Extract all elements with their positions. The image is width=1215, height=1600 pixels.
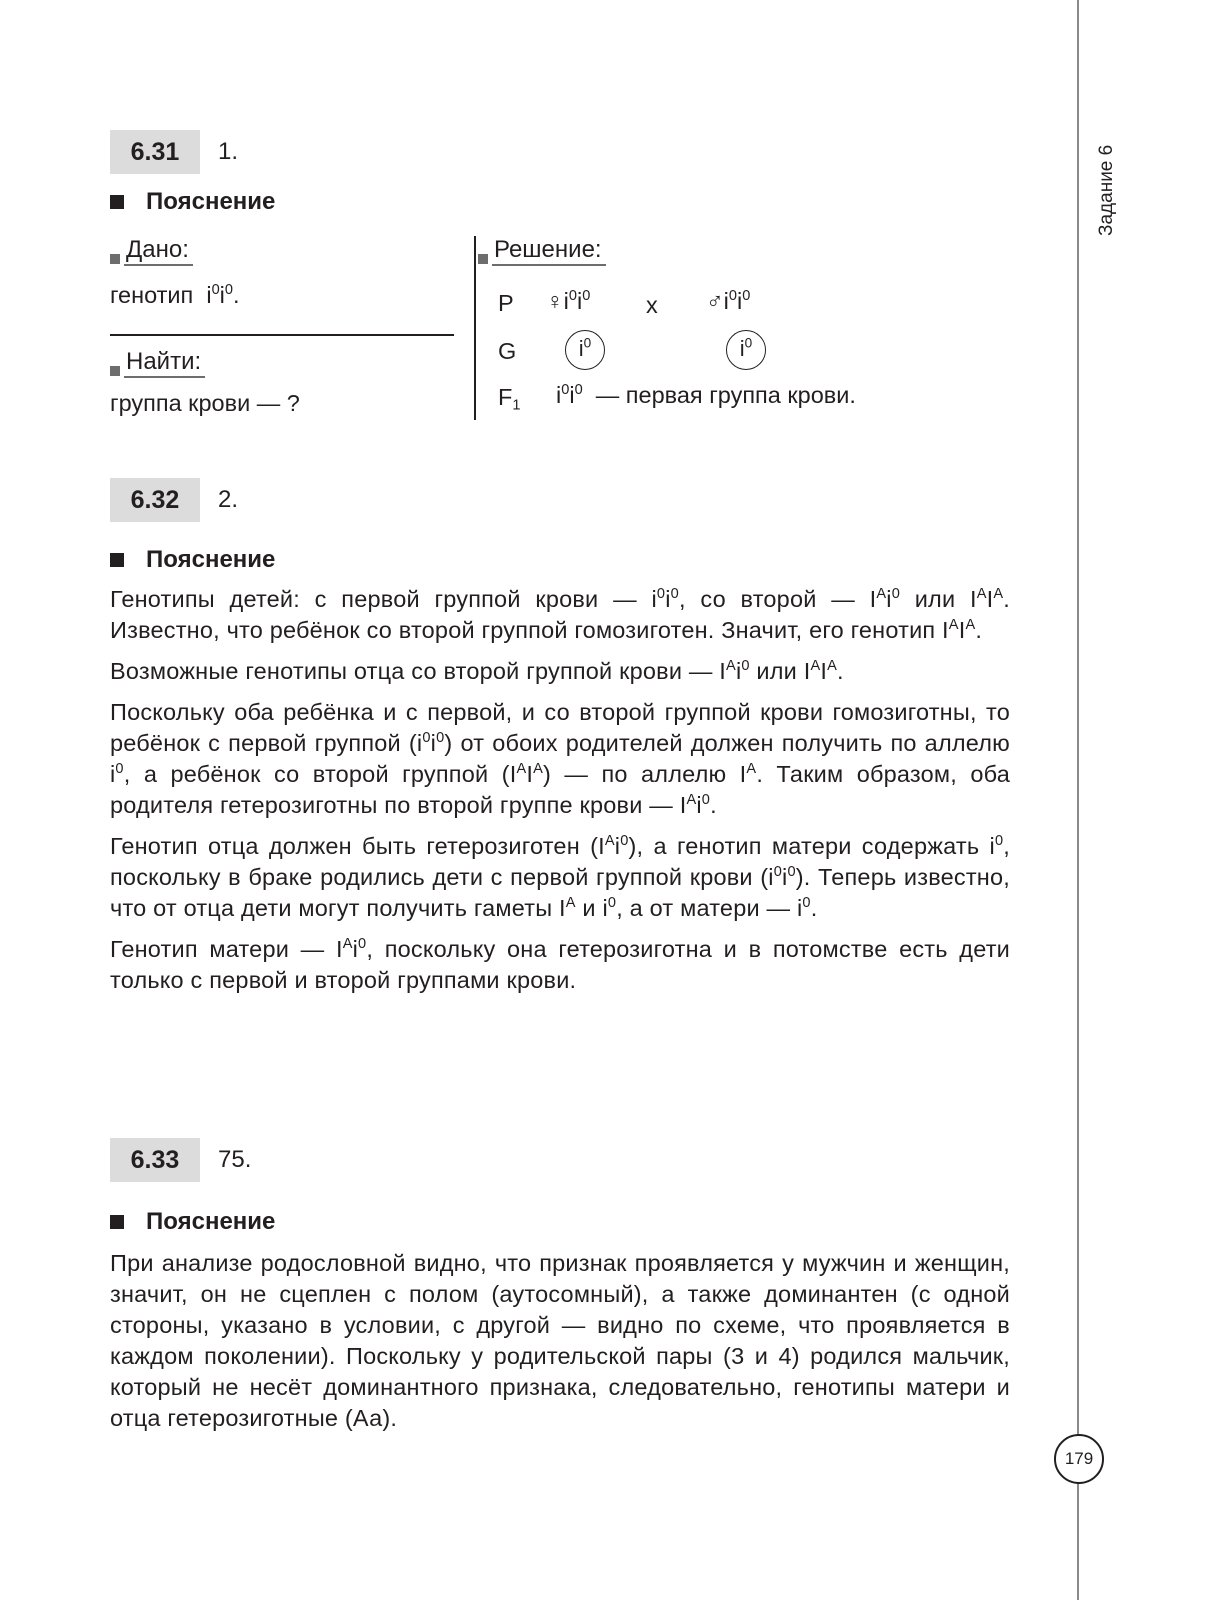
explanation-paragraph: Генотип отца должен быть гетерозиготен $(I^Ai^0)$, а генотип матери содержать $i^0$, поскольку в браке родились дети с первой группой крови $(i^0i^0)$. Теперь известно, что от отца дети могут получить гаметы $I^A$ и $i^0$, а от матери — $i^0$. — [110, 832, 1010, 921]
female-symbol-icon: ♀ — [546, 288, 564, 314]
task-number: 6.33 — [110, 1138, 200, 1182]
female-genotype: $♀i^0i^0$ — [546, 287, 591, 314]
task-number: 6.32 — [110, 478, 200, 522]
explanation-paragraph: При анализе родословной видно, что признак проявляется у мужчин и женщин, значит, он не сцеплен с полом (аутосомный), а также доминантен (с одной стороны, указано в условии, с другой — видно по схеме, что проявляется в каждом поколении). Поскольку у родительской пары (3 и 4) родился мальчик, который не несёт доминантного признака, следовательно, генотипы матери и отца гетерозиготные (Аа). — [110, 1250, 1010, 1431]
bullet-square-icon — [110, 553, 124, 567]
explanation-paragraph: Поскольку оба ребёнка и с первой, и со второй группой крови гомозиготны, то ребёнок с первой группой $(i^0i^0)$ от обоих родителей должен получить по аллелю $i^0$, а ребёнок со второй группой $(I^AI^A)$ — по аллелю $I^A$. Таким образом, оба родителя гетерозиготны по второй группе крови — $I^Ai^0$. — [110, 699, 1011, 818]
explanation-paragraph: Возможные генотипы отца со второй группой крови — $I^Ai^0$ или $I^AI^A$. — [110, 657, 844, 684]
task-header-6-32 — [110, 478, 238, 522]
solution-divider — [474, 236, 476, 420]
bullet-square-icon — [110, 195, 124, 209]
explanation-heading: Пояснение — [110, 188, 275, 216]
label-marker-icon — [110, 366, 120, 376]
explanation-paragraph: Генотипы детей: с первой группой крови — $i^0i^0$, со второй — $I^Ai^0$ или $I^AI^A$. Известно, что ребёнок со второй группой гомозиготен. Значит, его генотип $I^AI^A$. — [110, 585, 1011, 643]
label-marker-icon — [478, 254, 488, 264]
explanation-heading: Пояснение — [110, 546, 275, 574]
bullet-square-icon — [110, 1215, 124, 1229]
row-g-label: G — [498, 338, 517, 364]
male-symbol-icon: ♂ — [706, 288, 724, 314]
task-header-6-31 — [110, 130, 238, 174]
row-p-label: P — [498, 290, 514, 316]
section-label: Задание 6 — [1096, 144, 1117, 236]
given-text: генотип $i^0i^0$. — [110, 281, 240, 308]
explanation-heading: Пояснение — [110, 1208, 275, 1236]
label-marker-icon — [110, 254, 120, 264]
find-label: Найти: — [110, 348, 205, 378]
given-divider — [110, 334, 454, 336]
explanation-paragraph: Генотип матери — $I^Ai^0$, поскольку она гетерозиготна и в потомстве есть дети только с первой и второй группами крови. — [110, 935, 1010, 993]
task-answer: 2. — [218, 486, 239, 513]
solution-label: Решение: — [478, 236, 606, 266]
task-number: 6.31 — [110, 130, 200, 174]
male-genotype: $♂i^0i^0$ — [706, 287, 751, 314]
f1-result: $i^0i^0$ — первая группа крови. — [556, 381, 856, 408]
male-gamete: $i^0$ — [726, 330, 766, 370]
task-answer: 75. — [218, 1146, 252, 1173]
task-6-33-explanation — [110, 1248, 1010, 1444]
task-answer: 1. — [218, 138, 239, 165]
task-6-32-explanation — [110, 584, 1010, 1006]
task-header-6-33 — [110, 1138, 251, 1182]
given-label: Дано: — [110, 236, 193, 266]
row-f1-label: $F_1$ — [498, 384, 521, 414]
side-rule — [1077, 0, 1079, 1600]
find-text: группа крови — ? — [110, 390, 300, 416]
cross-symbol: x — [646, 292, 658, 318]
page-number: 179 — [1054, 1434, 1104, 1484]
female-gamete: $i^0$ — [565, 330, 605, 370]
